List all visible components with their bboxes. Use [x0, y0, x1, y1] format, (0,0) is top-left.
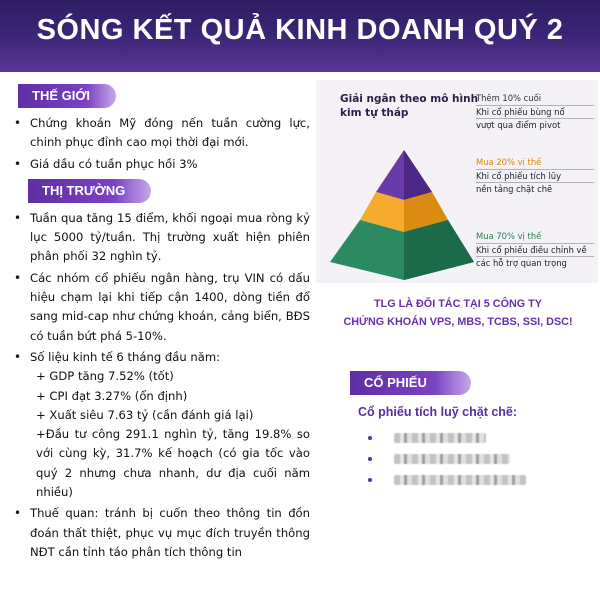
section-label-world: THẾ GIỚI: [18, 84, 116, 108]
list-item: • Tuần qua tăng 15 điểm, khối ngoại mua ròng kỷ lục 5000 tỷ/tuần. Thị trường xuất hiện phiên phân phối 32 nghìn tỷ.: [8, 209, 310, 267]
stock-row: [368, 469, 600, 490]
pyramid-top-tier-shade: [404, 150, 432, 200]
note-line: Khi cổ phiếu tích lũy: [476, 170, 594, 184]
list-item: • Các nhóm cổ phiếu ngân hàng, trụ VIN có dấu hiệu chạm lại khi tiếp cận 1400, dòng tiền đổ sang mid-cap như chứng khoán, cảng biển, BĐS có tuần bứt phá 5-10%.: [8, 269, 310, 346]
list-item: • Chứng khoán Mỹ đóng nến tuần cường lực, chinh phục đỉnh cao mọi thời đại mới.: [8, 114, 310, 153]
macro-item: +Đầu tư công 291.1 nghìn tỷ, tăng 19.8% so với cùng kỳ, 31.7% kế hoạch (có gia tốc vào quý 2 nhưng chưa nhanh, dư địa cuối năm nhiều): [36, 427, 310, 500]
macro-item: + Xuất siêu 7.63 tỷ (cần đánh giá lại): [36, 407, 254, 422]
note-line: Khi cổ phiếu bùng nổ: [476, 106, 594, 120]
note-heading: Thêm 10% cuối: [476, 92, 594, 106]
page-header: [0, 0, 600, 72]
section-label-stock: CỔ PHIẾU: [350, 371, 471, 395]
stock-row: [368, 427, 600, 448]
partner-line: TLG LÀ ĐỐI TÁC TẠI 5 CÔNG TY: [374, 298, 542, 310]
note-heading: Mua 70% vị thế: [476, 230, 594, 244]
bullet-dot: [368, 478, 372, 482]
page-title: SÓNG KẾT QUẢ KINH DOANH QUÝ 2: [36, 14, 564, 46]
list-item: • Thuế quan: tránh bị cuốn theo thông tin đồn đoán thất thiệt, phục vụ mục đích truyền thông NĐT cần tỉnh táo phân tích thông tin: [8, 504, 310, 562]
note-line: nền tảng chặt chẽ: [476, 184, 553, 195]
note-line: các hỗ trợ quan trọng: [476, 258, 567, 269]
bullet-dot: [368, 457, 372, 461]
world-list: [8, 114, 310, 174]
market-list: [8, 209, 310, 562]
blurred-ticker: [394, 454, 510, 464]
left-column: [8, 84, 310, 564]
bullet-dot: [368, 436, 372, 440]
pyramid-note-middle: [476, 156, 594, 196]
macro-list: [30, 367, 310, 502]
pyramid-note-bottom: [476, 230, 594, 270]
stock-list: [368, 427, 600, 490]
blurred-ticker: [394, 475, 526, 485]
right-column: [316, 80, 600, 490]
blurred-ticker: [394, 433, 486, 443]
macro-item: + CPI đạt 3.27% (ổn định): [36, 388, 188, 403]
macro-heading: Số liệu kinh tế 6 tháng đầu năm:: [30, 349, 221, 364]
note-line: vượt qua điểm pivot: [476, 120, 561, 131]
stock-row: [368, 448, 600, 469]
list-item: [8, 348, 310, 502]
note-heading: Mua 20% vị thế: [476, 156, 594, 170]
partner-banner: [316, 295, 600, 331]
pyramid-infographic: [316, 80, 598, 283]
pyramid-title: Giải ngân theo mô hình kim tự tháp: [340, 93, 479, 119]
stock-heading: Cổ phiếu tích luỹ chặt chẽ:: [358, 405, 518, 419]
partner-line: CHỨNG KHOÁN VPS, MBS, TCBS, SSI, DSC!: [343, 316, 573, 328]
section-label-market: THỊ TRƯỜNG: [28, 179, 151, 203]
pyramid-note-top: [476, 92, 594, 132]
list-item: • Giá dầu có tuần phục hồi 3%: [8, 155, 310, 174]
macro-item: + GDP tăng 7.52% (tốt): [36, 369, 174, 384]
note-line: Khi cổ phiếu điều chỉnh về: [476, 244, 594, 258]
